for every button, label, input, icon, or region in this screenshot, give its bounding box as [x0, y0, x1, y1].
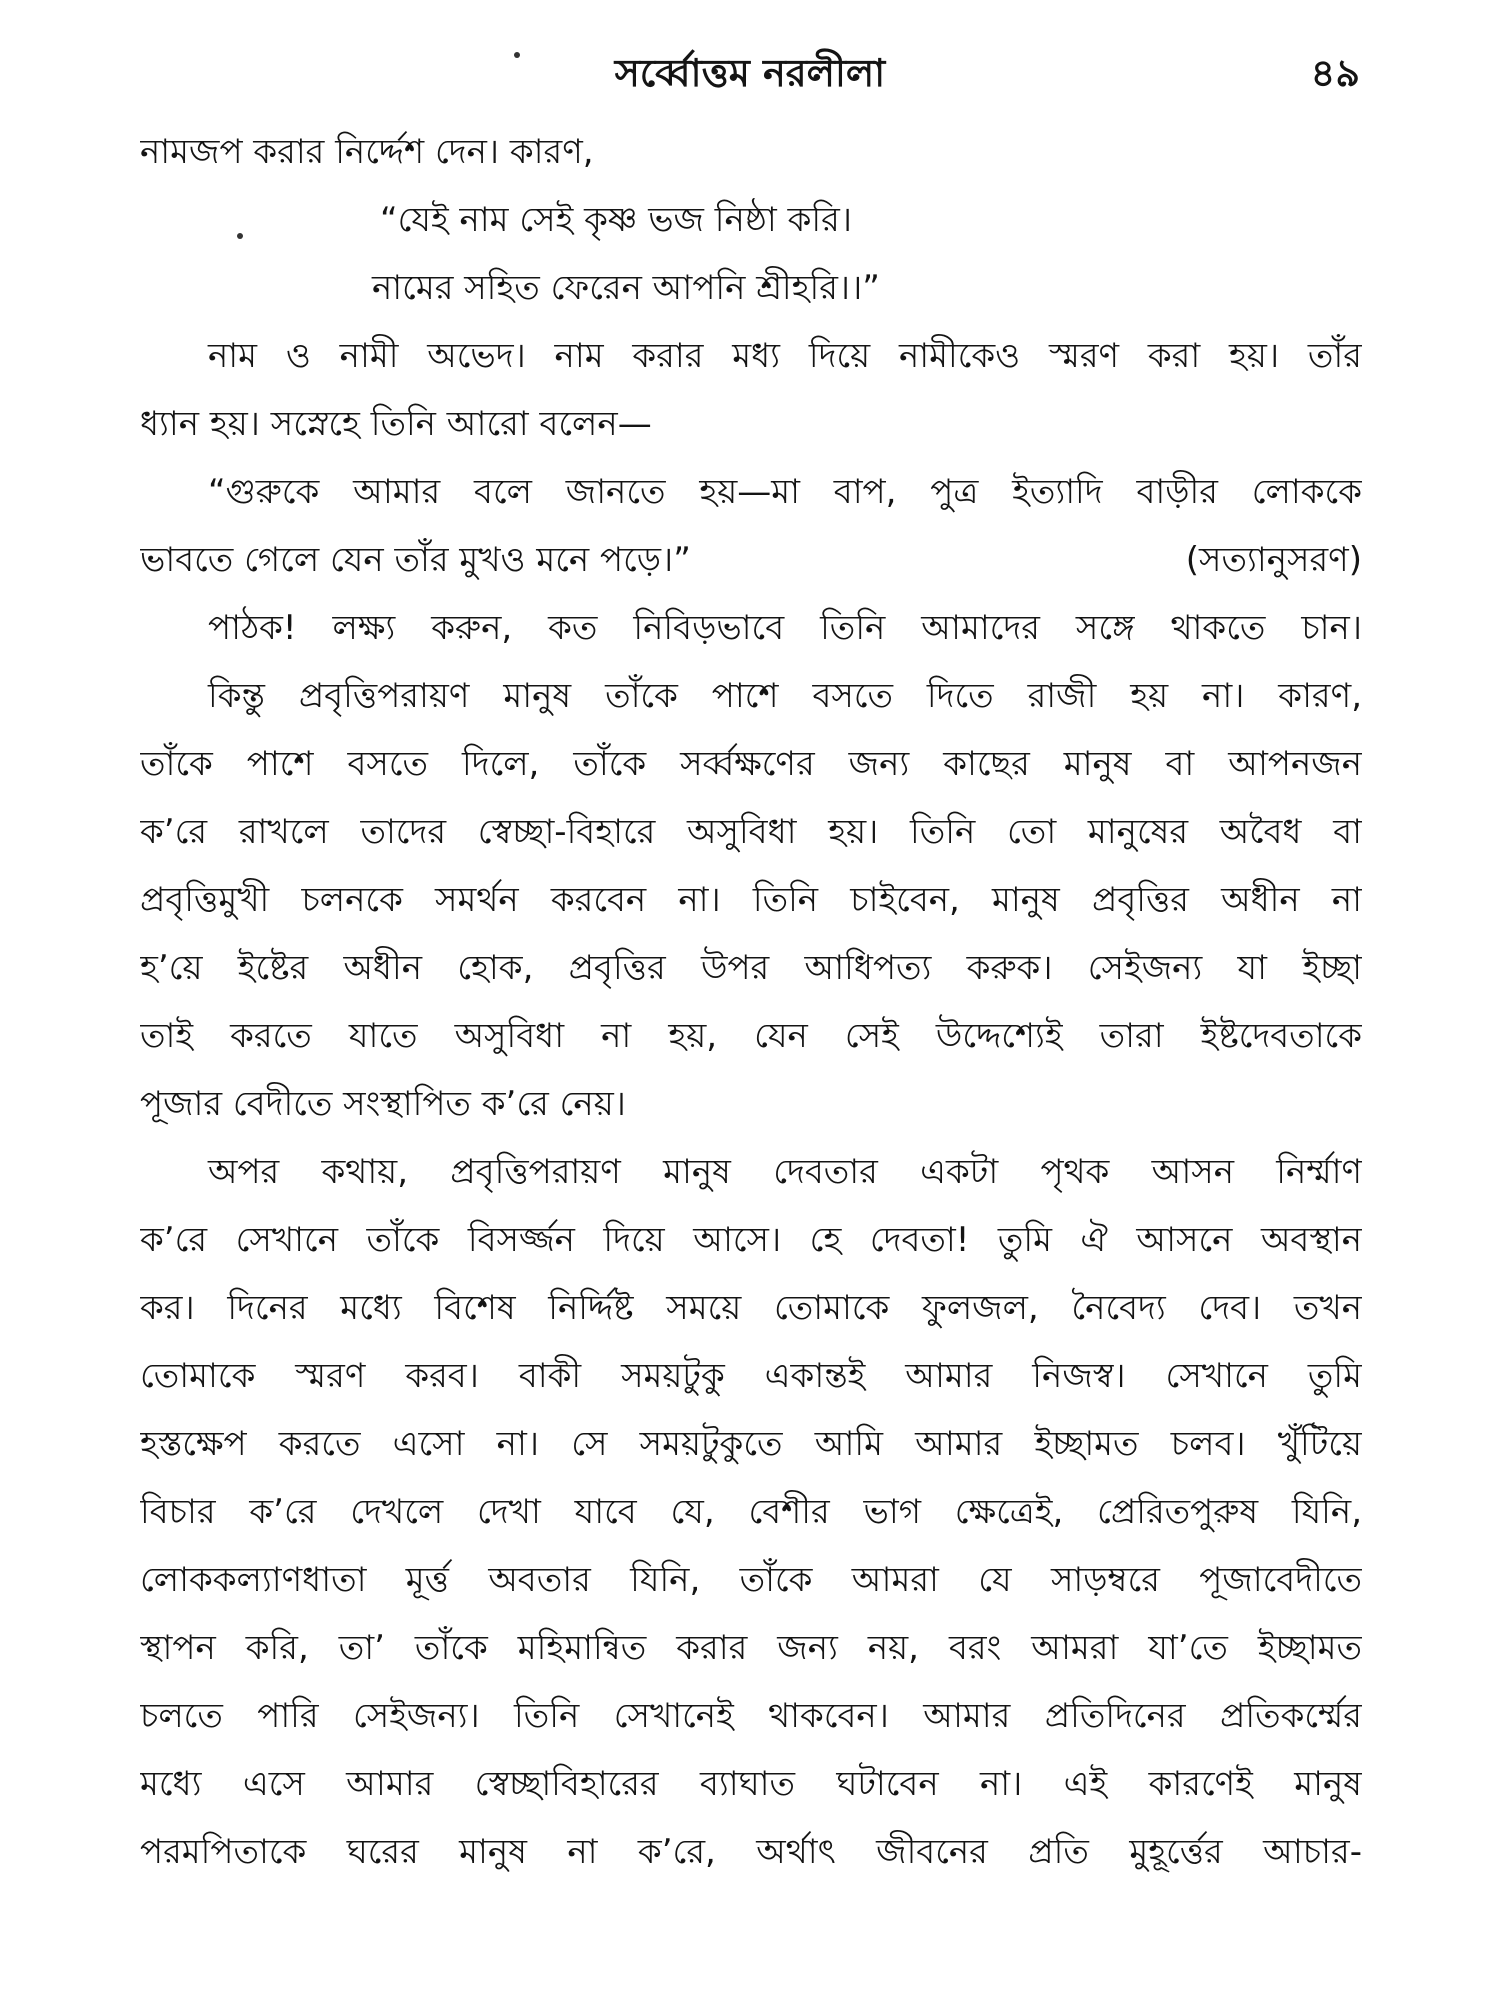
- quote-line: “গুরুকে আমার বলে জানতে হয়—মা বাপ, পুত্র ইত্যাদি বাড়ীর লোককে: [208, 472, 1362, 512]
- citation: (সত্যানুসরণ): [1185, 540, 1362, 580]
- text-line: নামজপ করার নির্দ্দেশ দেন। কারণ,: [140, 132, 594, 172]
- page-number: ৪৯: [1310, 51, 1360, 95]
- text-line: তাই করতে যাতে অসুবিধা না হয়, যেন সেই উদ্দেশ্যেই তারা ইষ্টদেবতাকে: [140, 1016, 1362, 1056]
- text-line: লোককল্যাণধাতা মূর্ত্ত অবতার যিনি, তাঁকে আমরা যে সাড়ম্বরে পূজাবেদীতে: [140, 1560, 1362, 1600]
- text-line: স্থাপন করি, তা’ তাঁকে মহিমান্বিত করার জন্য নয়, বরং আমরা যা’তে ইচ্ছামত: [140, 1628, 1362, 1668]
- verse-line: নামের সহিত ফেরেন আপনি শ্রীহরি।।”: [372, 268, 880, 308]
- text-line: বিচার ক’রে দেখলে দেখা যাবে যে, বেশীর ভাগ ক্ষেত্রেই, প্রেরিতপুরুষ যিনি,: [140, 1492, 1362, 1532]
- text-line: প্রবৃত্তিমুখী চলনকে সমর্থন করবেন না। তিনি চাইবেন, মানুষ প্রবৃত্তির অধীন না: [140, 880, 1362, 920]
- text-line: কর। দিনের মধ্যে বিশেষ নির্দ্দিষ্ট সময়ে তোমাকে ফুলজল, নৈবেদ্য দেব। তখন: [140, 1288, 1362, 1328]
- quote-line-with-citation: [140, 526, 1362, 594]
- print-speck: [514, 52, 520, 58]
- text-line: ধ্যান হয়। সস্নেহে তিনি আরো বলেন—: [140, 404, 652, 444]
- text-line: পাঠক! লক্ষ্য করুন, কত নিবিড়ভাবে তিনি আমাদের সঙ্গে থাকতে চান।: [208, 608, 1362, 648]
- text-line: তোমাকে স্মরণ করব। বাকী সময়টুকু একান্তই আমার নিজস্ব। সেখানে তুমি: [140, 1356, 1362, 1396]
- text-line: চলতে পারি সেইজন্য। তিনি সেখানেই থাকবেন। আমার প্রতিদিনের প্রতিকর্ম্মের: [140, 1696, 1362, 1736]
- text-line: পরমপিতাকে ঘরের মানুষ না ক’রে, অর্থাৎ জীবনের প্রতি মুহূর্ত্তের আচার-: [140, 1832, 1362, 1872]
- text-line: অপর কথায়, প্রবৃত্তিপরায়ণ মানুষ দেবতার একটা পৃথক আসন নির্ম্মাণ: [208, 1152, 1362, 1192]
- text-line: নাম ও নামী অভেদ। নাম করার মধ্য দিয়ে নামীকেও স্মরণ করা হয়। তাঁর: [208, 336, 1362, 376]
- chapter-title: সর্ব্বোত্তম নরলীলা: [614, 51, 886, 95]
- running-header: [140, 38, 1360, 108]
- body-text: [140, 118, 1362, 1886]
- text-line: হ’য়ে ইষ্টের অধীন হোক, প্রবৃত্তির উপর আধিপত্য করুক। সেইজন্য যা ইচ্ছা: [140, 948, 1362, 988]
- text-line: তাঁকে পাশে বসতে দিলে, তাঁকে সর্ব্বক্ষণের জন্য কাছের মানুষ বা আপনজন: [140, 744, 1362, 784]
- text-line: কিন্তু প্রবৃত্তিপরায়ণ মানুষ তাঁকে পাশে বসতে দিতে রাজী হয় না। কারণ,: [208, 676, 1362, 716]
- text-line: ক’রে রাখলে তাদের স্বেচ্ছা-বিহারে অসুবিধা হয়। তিনি তো মানুষের অবৈধ বা: [140, 812, 1362, 852]
- text-line: মধ্যে এসে আমার স্বেচ্ছাবিহারের ব্যাঘাত ঘটাবেন না। এই কারণেই মানুষ: [140, 1764, 1362, 1804]
- text-line: ক’রে সেখানে তাঁকে বিসর্জ্জন দিয়ে আসে। হে দেবতা! তুমি ঐ আসনে অবস্থান: [140, 1220, 1362, 1260]
- text-line: পূজার বেদীতে সংস্থাপিত ক’রে নেয়।: [140, 1084, 626, 1124]
- quote-text: ভাবতে গেলে যেন তাঁর মুখও মনে পড়ে।”: [140, 540, 691, 580]
- verse-line: “যেই নাম সেই কৃষ্ণ ভজ নিষ্ঠা করি।: [380, 200, 852, 240]
- text-line: হস্তক্ষেপ করতে এসো না। সে সময়টুকুতে আমি আমার ইচ্ছামত চলব। খুঁটিয়ে: [140, 1424, 1362, 1464]
